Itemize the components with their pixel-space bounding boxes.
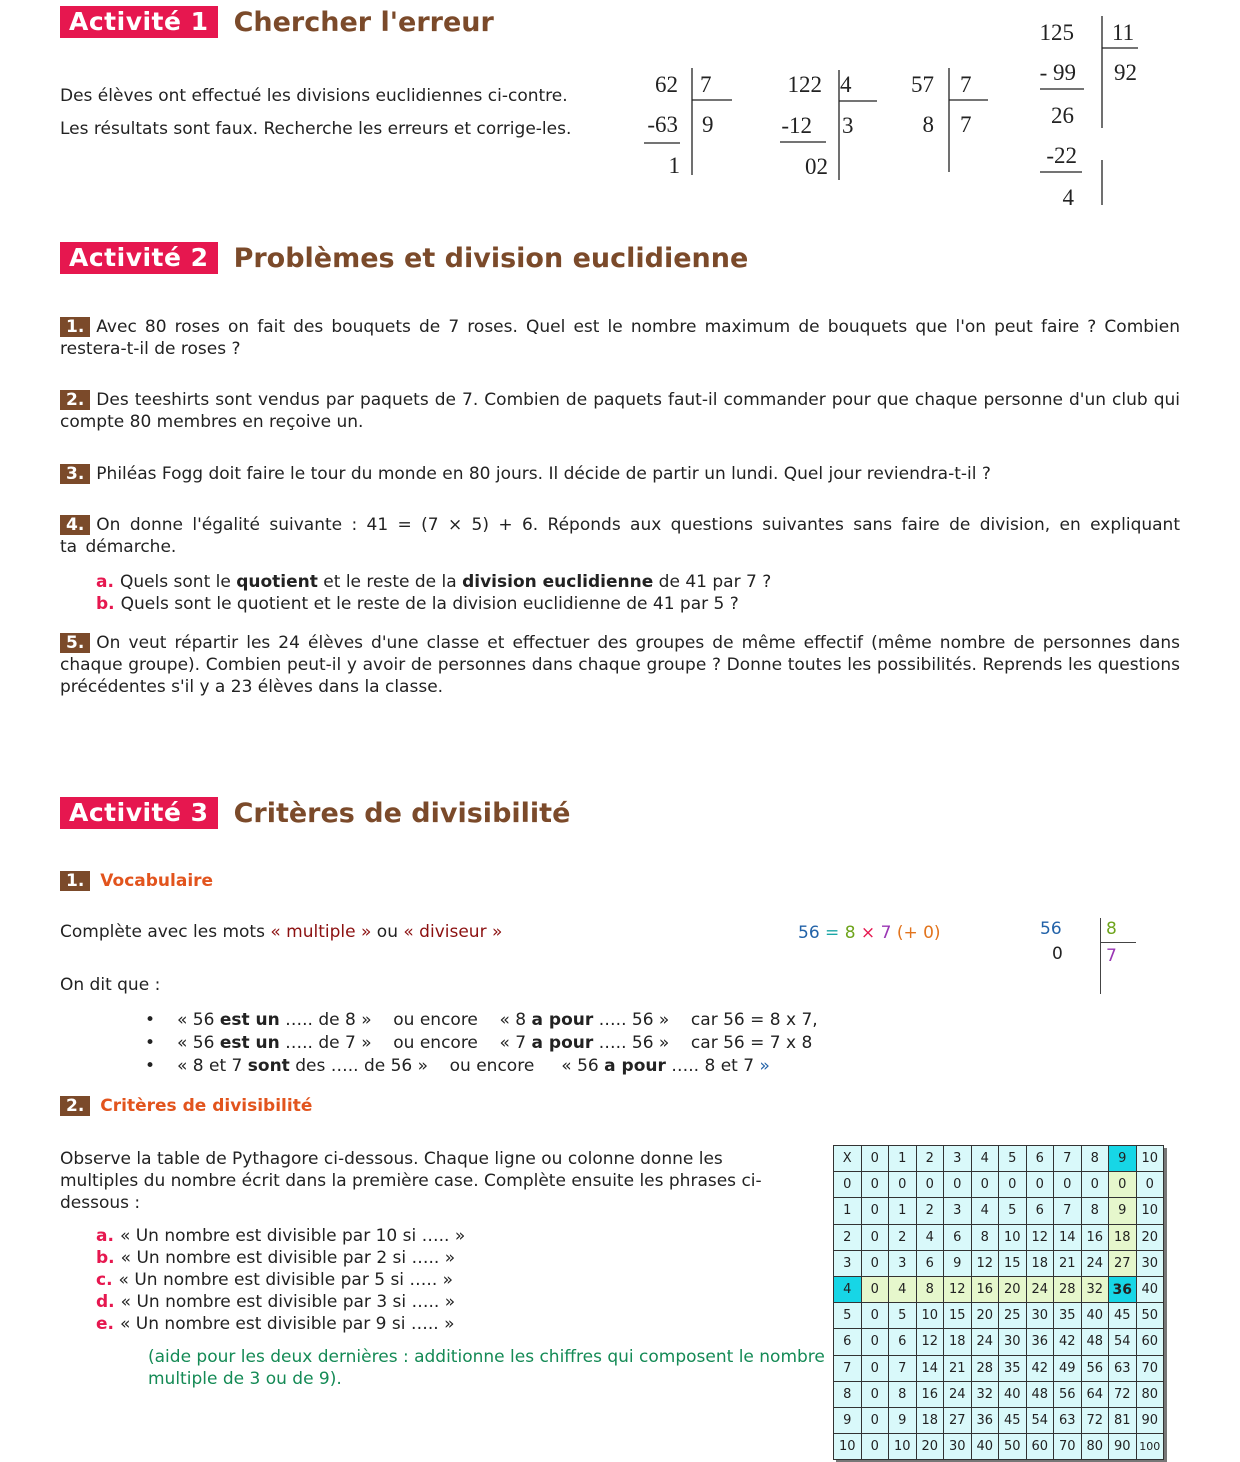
table-cell: 8 (971, 1224, 999, 1250)
problem-4-subquestions (96, 571, 771, 615)
table-header-col: 10 (1136, 1146, 1164, 1172)
table-cell: 42 (1026, 1355, 1054, 1381)
table-cell: 36 (1109, 1276, 1137, 1302)
table-cell: 60 (1136, 1329, 1164, 1355)
activity-1-instructions (60, 80, 571, 146)
b3-text-4: » (759, 1056, 770, 1076)
table-header-col: 9 (1109, 1146, 1137, 1172)
table-cell: 18 (1109, 1224, 1137, 1250)
criterion-b-letter: b. (96, 1248, 115, 1268)
problem-1-text: Avec 80 roses on fait des bouquets de 7 roses. Quel est le nombre maximum de bouquets que l'on peut faire ? Combien restera-t-il de roses ? (60, 317, 1180, 359)
table-header-col: 7 (1054, 1146, 1082, 1172)
bullet-3 (145, 1055, 818, 1078)
table-header-row: 2 (834, 1224, 862, 1250)
table-cell: 0 (944, 1172, 972, 1198)
table-row (834, 1355, 1164, 1381)
table-row (834, 1407, 1164, 1433)
b2-bold-1: est un (219, 1033, 280, 1053)
b1-bold-1: est un (219, 1010, 280, 1030)
mini-div-quotient: 7 (1106, 946, 1117, 966)
table-cell: 28 (1054, 1276, 1082, 1302)
problem-4-a-text-3: de 41 par 7 ? (653, 572, 772, 592)
table-cell: 48 (1026, 1381, 1054, 1407)
eq-56: 56 (798, 923, 820, 943)
table-cell: 0 (1054, 1172, 1082, 1198)
table-cell: 9 (944, 1250, 972, 1276)
table-header-col: 1 (889, 1146, 917, 1172)
table-cell: 49 (1054, 1355, 1082, 1381)
word-diviseur: « diviseur » (403, 922, 503, 942)
div4-sub2: -22 (1046, 143, 1077, 168)
table-cell: 0 (861, 1329, 889, 1355)
problem-4-b-text: Quels sont le quotient et le reste de la division euclidienne de 41 par 5 ? (120, 594, 739, 614)
table-cell: 6 (889, 1329, 917, 1355)
problem-4-a-text-2: et le reste de la (317, 572, 463, 592)
div4-divisor: 11 (1112, 20, 1135, 45)
table-cell: 21 (1054, 1250, 1082, 1276)
table-cell: 0 (861, 1381, 889, 1407)
table-cell: 28 (971, 1355, 999, 1381)
criterion-a-letter: a. (96, 1226, 114, 1246)
div2-sub: -12 (781, 113, 812, 138)
bullet-dot-2: • (145, 1033, 156, 1053)
table-cell: 10 (889, 1434, 917, 1460)
div3-rest: 8 (922, 112, 934, 137)
section-1-number: 1. (60, 871, 90, 891)
mini-div-divisor: 8 (1106, 919, 1117, 939)
table-cell: 7 (1054, 1198, 1082, 1224)
div2-quotient: 3 (842, 113, 854, 138)
section-vocabulaire (60, 871, 213, 891)
table-cell: 63 (1054, 1407, 1082, 1433)
table-cell: 12 (971, 1250, 999, 1276)
table-cell: 0 (861, 1434, 889, 1460)
table-header-col: 0 (861, 1146, 889, 1172)
vocabulary-bullets (145, 1009, 818, 1078)
table-cell: 18 (916, 1407, 944, 1433)
problem-1-number: 1. (60, 317, 90, 337)
table-header-col: 3 (944, 1146, 972, 1172)
problem-5-text: On veut répartir les 24 élèves d'une classe et effectuer des groupes de même effectif (même nombre de personnes dans chaque groupe). Combien peut-il y avoir de personnes dans chaque groupe ? Donne toutes les possibilités. Reprends les questions précédentes s'il y a 23 élèves dans la classe. (60, 633, 1180, 697)
table-row (834, 1224, 1164, 1250)
pythagore-table (833, 1145, 1164, 1460)
table-cell: 36 (971, 1407, 999, 1433)
problem-4-number: 4. (60, 515, 90, 535)
criteria-list (96, 1225, 465, 1335)
table-cell: 10 (916, 1303, 944, 1329)
table-cell: 6 (1026, 1198, 1054, 1224)
table-cell: 35 (999, 1355, 1027, 1381)
problem-3-text: Philéas Fogg doit faire le tour du monde en 80 jours. Il décide de partir un lundi. Quel jour reviendra-t-il ? (96, 464, 991, 484)
table-cell: 12 (1026, 1224, 1054, 1250)
table-header-row: 3 (834, 1250, 862, 1276)
table-row (834, 1329, 1164, 1355)
criterion-c-letter: c. (96, 1270, 113, 1290)
table-header-row: 8 (834, 1381, 862, 1407)
problem-4-a-bold-1: quotient (236, 572, 318, 592)
table-cell: 100 (1136, 1434, 1164, 1460)
div1-rest: 1 (668, 153, 680, 178)
word-multiple: « multiple » (270, 922, 372, 942)
table-cell: 9 (1109, 1198, 1137, 1224)
table-cell: 16 (971, 1276, 999, 1302)
table-cell: 5 (889, 1303, 917, 1329)
table-cell: 24 (944, 1381, 972, 1407)
table-cell: 32 (1081, 1276, 1109, 1302)
table-row (834, 1434, 1164, 1460)
table-cell: 80 (1081, 1434, 1109, 1460)
table-cell: 0 (1136, 1172, 1164, 1198)
table-cell: 6 (944, 1224, 972, 1250)
table-cell: 14 (1054, 1224, 1082, 1250)
eq-equals: = (819, 923, 845, 943)
table-header-row: 1 (834, 1198, 862, 1224)
criterion-c-text: « Un nombre est divisible par 5 si ….. » (118, 1270, 454, 1290)
table-cell: 10 (1136, 1198, 1164, 1224)
division-4 (1040, 16, 1139, 210)
b2-text-3: ….. 56 » car 56 = 7 x 8 (593, 1033, 813, 1053)
criterion-e-letter: e. (96, 1314, 114, 1334)
div3-dividend: 57 (911, 72, 934, 97)
table-cell: 15 (944, 1303, 972, 1329)
problem-2-number: 2. (60, 390, 90, 410)
table-cell: 70 (1136, 1355, 1164, 1381)
table-row (834, 1381, 1164, 1407)
table-cell: 35 (1054, 1303, 1082, 1329)
table-cell: 40 (1081, 1303, 1109, 1329)
table-cell: 90 (1109, 1434, 1137, 1460)
table-cell: 18 (1026, 1250, 1054, 1276)
table-cell: 27 (1109, 1250, 1137, 1276)
div1-dividend: 62 (655, 72, 678, 97)
table-header-col: 8 (1081, 1146, 1109, 1172)
table-cell: 2 (916, 1198, 944, 1224)
table-cell: 12 (916, 1329, 944, 1355)
table-cell: 0 (999, 1172, 1027, 1198)
complete-text-1: Complète avec les mots (60, 922, 271, 942)
b3-text-1: « 8 et 7 (177, 1056, 248, 1076)
division-2 (780, 70, 877, 180)
criterion-e-text: « Un nombre est divisible par 9 si ….. » (120, 1314, 455, 1334)
section-criteres (60, 1096, 312, 1116)
table-cell: 80 (1136, 1381, 1164, 1407)
table-cell: 60 (1026, 1434, 1054, 1460)
div1-quotient: 9 (702, 112, 714, 137)
table-cell: 4 (889, 1276, 917, 1302)
table-cell: 20 (999, 1276, 1027, 1302)
problem-2 (60, 389, 1180, 433)
table-cell: 32 (971, 1381, 999, 1407)
criterion-b (96, 1247, 465, 1269)
b2-text-1: « 56 (177, 1033, 220, 1053)
table-header-row: 10 (834, 1434, 862, 1460)
activity-2-tag: Activité 2 (60, 242, 218, 274)
table-cell: 24 (1026, 1276, 1054, 1302)
table-cell: 3 (944, 1198, 972, 1224)
criterion-e (96, 1313, 465, 1335)
table-cell: 21 (944, 1355, 972, 1381)
table-cell: 4 (916, 1224, 944, 1250)
b1-text-1: « 56 (177, 1010, 220, 1030)
table-cell: 54 (1109, 1329, 1137, 1355)
table-cell: 18 (944, 1329, 972, 1355)
b1-text-2: ….. de 8 » ou encore « 8 (279, 1010, 532, 1030)
table-cell: 63 (1109, 1355, 1137, 1381)
table-cell: 12 (944, 1276, 972, 1302)
division-3 (911, 68, 988, 172)
activity-3-tag: Activité 3 (60, 797, 218, 829)
table-cell: 0 (861, 1407, 889, 1433)
table-cell: 0 (889, 1172, 917, 1198)
bullet-dot-3: • (145, 1056, 156, 1076)
b3-text-3: ….. 8 et 7 (665, 1056, 760, 1076)
problem-4-a (96, 571, 771, 593)
table-row (834, 1250, 1164, 1276)
table-cell: 90 (1136, 1407, 1164, 1433)
activity-1-line-1: Des élèves ont effectué les divisions euclidiennes ci-contre. (60, 86, 568, 106)
table-cell: 54 (1026, 1407, 1054, 1433)
table-row (834, 1276, 1164, 1302)
table-cell: 81 (1109, 1407, 1137, 1433)
problem-4-a-text-1: Quels sont le (119, 572, 237, 592)
table-cell: 8 (916, 1276, 944, 1302)
section-1-title: Vocabulaire (100, 871, 214, 891)
eq-8: 8 (844, 923, 856, 943)
problem-1 (60, 316, 1180, 360)
criterion-c (96, 1269, 465, 1291)
aide-hint: (aide pour les deux dernières : additionne les chiffres qui composent le nombre multiple de 3 ou de 9). (148, 1347, 825, 1389)
activity-3-header (60, 797, 570, 829)
table-cell: 0 (861, 1224, 889, 1250)
b3-bold-1: sont (247, 1056, 290, 1076)
equation-56 (798, 923, 941, 943)
table-cell: 40 (999, 1381, 1027, 1407)
activity-2-header (60, 242, 748, 274)
table-cell: 40 (971, 1434, 999, 1460)
problem-5-number: 5. (60, 633, 90, 653)
bullet-1 (145, 1009, 818, 1032)
table-cell: 30 (944, 1434, 972, 1460)
table-cell: 16 (916, 1381, 944, 1407)
table-row (834, 1303, 1164, 1329)
table-corner: X (834, 1146, 862, 1172)
b2-bold-2: a pour (531, 1033, 594, 1053)
activity-1-title: Chercher l'erreur (233, 6, 494, 38)
table-cell: 24 (1081, 1250, 1109, 1276)
problem-4 (60, 514, 1180, 558)
table-cell: 6 (916, 1250, 944, 1276)
table-cell: 30 (999, 1329, 1027, 1355)
eq-rest: (+ 0) (891, 923, 941, 943)
table-header-row: 9 (834, 1407, 862, 1433)
table-cell: 0 (861, 1198, 889, 1224)
mini-div-dividend: 56 (1040, 919, 1062, 939)
table-cell: 27 (944, 1407, 972, 1433)
criterion-a-text: « Un nombre est divisible par 10 si ….. » (119, 1226, 466, 1246)
eq-7: 7 (880, 923, 892, 943)
on-dit-que: On dit que : (60, 975, 161, 995)
div2-divisor: 4 (840, 72, 852, 97)
table-cell: 10 (999, 1224, 1027, 1250)
table-cell: 8 (1081, 1198, 1109, 1224)
div4-quotient: 92 (1114, 60, 1137, 85)
criterion-a (96, 1225, 465, 1247)
table-cell: 7 (889, 1355, 917, 1381)
problem-4-b-letter: b. (96, 594, 115, 614)
table-row (834, 1198, 1164, 1224)
problem-4-b (96, 593, 771, 615)
div4-r1: 26 (1051, 103, 1074, 128)
division-diagrams (630, 10, 1170, 215)
bullet-dot-1: • (145, 1010, 156, 1030)
problem-2-text: Des teeshirts sont vendus par paquets de 7. Combien de paquets faut-il commander pour que chaque personne d'un club qui compte 80 membres en reçoive un. (60, 390, 1180, 432)
div4-rest: 4 (1062, 185, 1074, 210)
table-header-col: 2 (916, 1146, 944, 1172)
table-cell: 72 (1109, 1381, 1137, 1407)
table-cell: 50 (1136, 1303, 1164, 1329)
table-header-row: 5 (834, 1303, 862, 1329)
table-cell: 16 (1081, 1224, 1109, 1250)
table-cell: 42 (1054, 1329, 1082, 1355)
table-row (834, 1146, 1164, 1172)
div2-dividend: 122 (787, 72, 822, 97)
b1-bold-2: a pour (531, 1010, 594, 1030)
table-cell: 0 (916, 1172, 944, 1198)
table-cell: 0 (1109, 1172, 1137, 1198)
table-header-col: 5 (999, 1146, 1027, 1172)
table-row (834, 1172, 1164, 1198)
table-cell: 4 (971, 1198, 999, 1224)
problem-3 (60, 463, 1180, 485)
div1-sub: -63 (647, 112, 678, 137)
div3-quotient: 7 (960, 112, 972, 137)
eq-times: × (855, 923, 881, 943)
table-cell: 70 (1054, 1434, 1082, 1460)
table-cell: 15 (999, 1250, 1027, 1276)
b3-text-2: des ….. de 56 » ou encore « 56 (289, 1056, 605, 1076)
table-header-col: 4 (971, 1146, 999, 1172)
table-cell: 5 (999, 1198, 1027, 1224)
table-cell: 0 (1026, 1172, 1054, 1198)
table-cell: 30 (1136, 1250, 1164, 1276)
table-cell: 56 (1081, 1355, 1109, 1381)
table-cell: 0 (861, 1355, 889, 1381)
criterion-d-text: « Un nombre est divisible par 3 si ….. » (120, 1292, 456, 1312)
div3-divisor: 7 (960, 72, 972, 97)
table-cell: 50 (999, 1434, 1027, 1460)
b3-bold-2: a pour (604, 1056, 666, 1076)
activity-1-header (60, 6, 494, 38)
criterion-d-letter: d. (96, 1292, 115, 1312)
div4-sub1: - 99 (1039, 60, 1076, 85)
table-cell: 3 (889, 1250, 917, 1276)
table-header-row: 0 (834, 1172, 862, 1198)
table-header-col: 6 (1026, 1146, 1054, 1172)
table-cell: 0 (861, 1303, 889, 1329)
table-cell: 0 (1081, 1172, 1109, 1198)
table-cell: 30 (1026, 1303, 1054, 1329)
table-cell: 25 (999, 1303, 1027, 1329)
section-2-title: Critères de divisibilité (100, 1096, 313, 1116)
table-cell: 20 (916, 1434, 944, 1460)
table-cell: 20 (971, 1303, 999, 1329)
table-cell: 0 (861, 1250, 889, 1276)
activity-1-line-2: Les résultats sont faux. Recherche les erreurs et corrige-les. (60, 119, 572, 139)
problem-3-number: 3. (60, 464, 90, 484)
table-cell: 20 (1136, 1224, 1164, 1250)
criterion-d (96, 1291, 465, 1313)
table-cell: 0 (861, 1276, 889, 1302)
mini-division (1030, 914, 1150, 996)
problem-4-text: On donne l'égalité suivante : 41 = (7 × 5) + 6. Réponds aux questions suivantes sans faire de division, en expliquant ta démarche. (60, 515, 1180, 557)
problem-4-a-letter: a. (96, 572, 114, 592)
table-header-row: 4 (834, 1276, 862, 1302)
complete-instruction (60, 922, 502, 942)
observe-text: Observe la table de Pythagore ci-dessous. Chaque ligne ou colonne donne les multiples du nombre écrit dans la première case. Complète ensuite les phrases ci-dessous : (60, 1149, 762, 1213)
activity-1-tag: Activité 1 (60, 6, 218, 38)
problem-5 (60, 632, 1180, 698)
mini-div-rest: 0 (1052, 944, 1063, 964)
division-1 (644, 68, 732, 178)
b2-text-2: ….. de 7 » ou encore « 7 (279, 1033, 532, 1053)
table-cell: 14 (916, 1355, 944, 1381)
table-cell: 36 (1026, 1329, 1054, 1355)
table-cell: 45 (999, 1407, 1027, 1433)
section-2-number: 2. (60, 1096, 90, 1116)
b1-text-3: ….. 56 » car 56 = 8 x 7, (593, 1010, 818, 1030)
table-header-row: 6 (834, 1329, 862, 1355)
div2-rest: 02 (805, 154, 828, 179)
div1-divisor: 7 (700, 72, 712, 97)
table-cell: 1 (889, 1198, 917, 1224)
table-cell: 24 (971, 1329, 999, 1355)
table-cell: 45 (1109, 1303, 1137, 1329)
criterion-b-text: « Un nombre est divisible par 2 si ….. » (120, 1248, 456, 1268)
table-cell: 56 (1054, 1381, 1082, 1407)
table-cell: 8 (889, 1381, 917, 1407)
table-cell: 40 (1136, 1276, 1164, 1302)
problem-4-a-bold-2: division euclidienne (462, 572, 654, 592)
table-cell: 0 (971, 1172, 999, 1198)
complete-text-2: ou (371, 922, 404, 942)
table-cell: 48 (1081, 1329, 1109, 1355)
table-cell: 0 (861, 1172, 889, 1198)
div4-dividend: 125 (1039, 20, 1074, 45)
bullet-2 (145, 1032, 818, 1055)
activity-2-title: Problèmes et division euclidienne (233, 242, 749, 274)
activity-3-title: Critères de divisibilité (233, 797, 571, 829)
table-cell: 64 (1081, 1381, 1109, 1407)
table-cell: 2 (889, 1224, 917, 1250)
table-header-row: 7 (834, 1355, 862, 1381)
table-cell: 9 (889, 1407, 917, 1433)
table-cell: 72 (1081, 1407, 1109, 1433)
